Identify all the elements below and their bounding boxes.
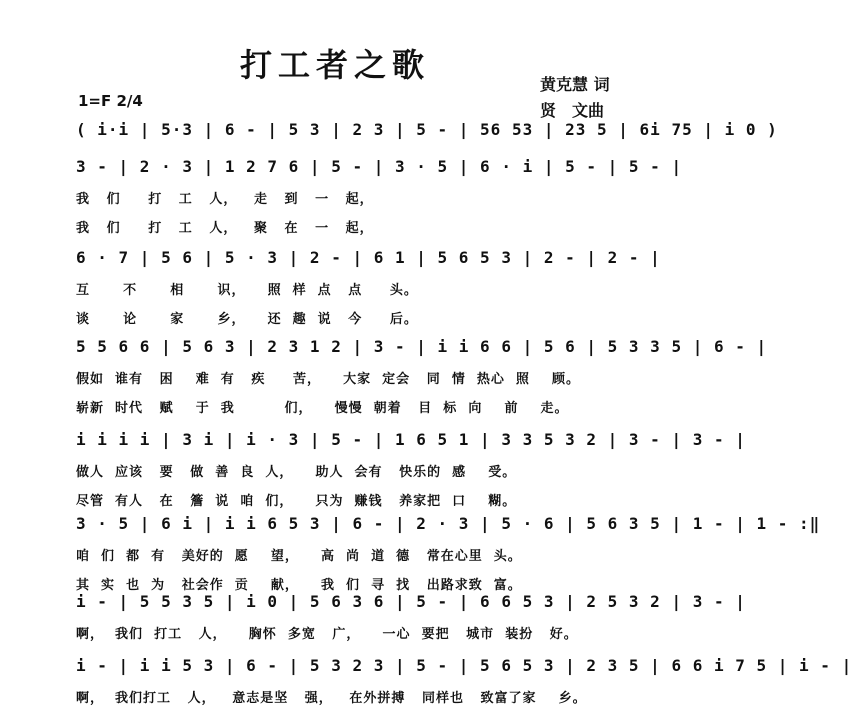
lyric-line: 我 们 打 工 人， 聚 在 一 起， [76, 221, 374, 236]
lyric-line: 咱 们 都 有 美好的 愿 望， 高 尚 道 德 常在心里 头。 [76, 549, 522, 564]
system-notes: i - | i i 5 3 | 6 - | 5 3 2 3 | 5 - | 5 6 5 3 | 2 3 5 | 6 6 i 7 5 | i - | [76, 656, 852, 675]
music-system-5 [76, 514, 821, 593]
lyric-line: 做人 应该 要 做 善 良 人， 助人 会有 快乐的 感 受。 [76, 465, 517, 480]
system-notes: i - | 5 5 3 5 | i 0 | 5 6 3 6 | 5 - | 6 6 5 3 | 2 5 3 2 | 3 - | [76, 592, 746, 611]
song-title: 打工者之歌 [240, 46, 431, 84]
lyric-line: 啊， 我们 打工 人， 胸怀 多宽 广， 一心 要把 城市 装扮 好。 [76, 627, 578, 642]
lyric-line: 啊， 我们打工 人， 意志是坚 强， 在外拼搏 同样也 致富了家 乡。 [76, 691, 587, 706]
system-notes: 6 · 7 | 5 6 | 5 · 3 | 2 - | 6 1 | 5 6 5 3 | 2 - | 2 - | [76, 248, 661, 267]
music-system-1 [76, 157, 683, 236]
music-system-2 [76, 248, 661, 327]
system-notes: i i i i | 3 i | i · 3 | 5 - | 1 6 5 1 | 3 3 5 3 2 | 3 - | 3 - | [76, 430, 746, 449]
system-notes: 3 - | 2 · 3 | 1 2 7 6 | 5 - | 3 · 5 | 6 · i | 5 - | 5 - | [76, 157, 683, 176]
music-system-3 [76, 337, 768, 416]
composer-credit: 贤 文曲 [540, 101, 605, 120]
intro-staff [76, 120, 778, 139]
lyric-line: 谈 论 家 乡， 还 趣 说 今 后。 [76, 312, 418, 327]
music-system-6 [76, 592, 746, 642]
system-notes: 5 5 6 6 | 5 6 3 | 2 3 1 2 | 3 - | i i 6 6 | 5 6 | 5 3 3 5 | 6 - | [76, 337, 768, 356]
lyric-line: 互 不 相 识， 照 样 点 点 头。 [76, 283, 418, 298]
lyric-line: 假如 谁有 困 难 有 疾 苦， 大家 定会 同 情 热心 照 顾。 [76, 372, 580, 387]
music-system-7 [76, 656, 852, 706]
lyric-line: 尽管 有人 在 簷 说 咱 们， 只为 赚钱 养家把 口 糊。 [76, 494, 517, 509]
lyric-line: 我 们 打 工 人， 走 到 一 起， [76, 192, 374, 207]
intro-notes: ( i·i | 5·3 | 6 - | 5 3 | 2 3 | 5 - | 56 53 | 23 5 | 6i 75 | i 0 ) [76, 120, 778, 139]
lyricist-credit: 黄克慧 词 [540, 75, 610, 94]
lyric-line: 崭新 时代 赋 于 我 们， 慢慢 朝着 目 标 向 前 走。 [76, 401, 569, 416]
lyric-line: 其 实 也 为 社会作 贡 献， 我 们 寻 找 出路求致 富。 [76, 578, 522, 593]
music-system-4 [76, 430, 746, 509]
key-time-signature: 1=F 2/4 [78, 92, 143, 110]
system-notes: 3 · 5 | 6 i | i i 6 5 3 | 6 - | 2 · 3 | 5 · 6 | 5 6 3 5 | 1 - | 1 - :‖ [76, 514, 821, 533]
